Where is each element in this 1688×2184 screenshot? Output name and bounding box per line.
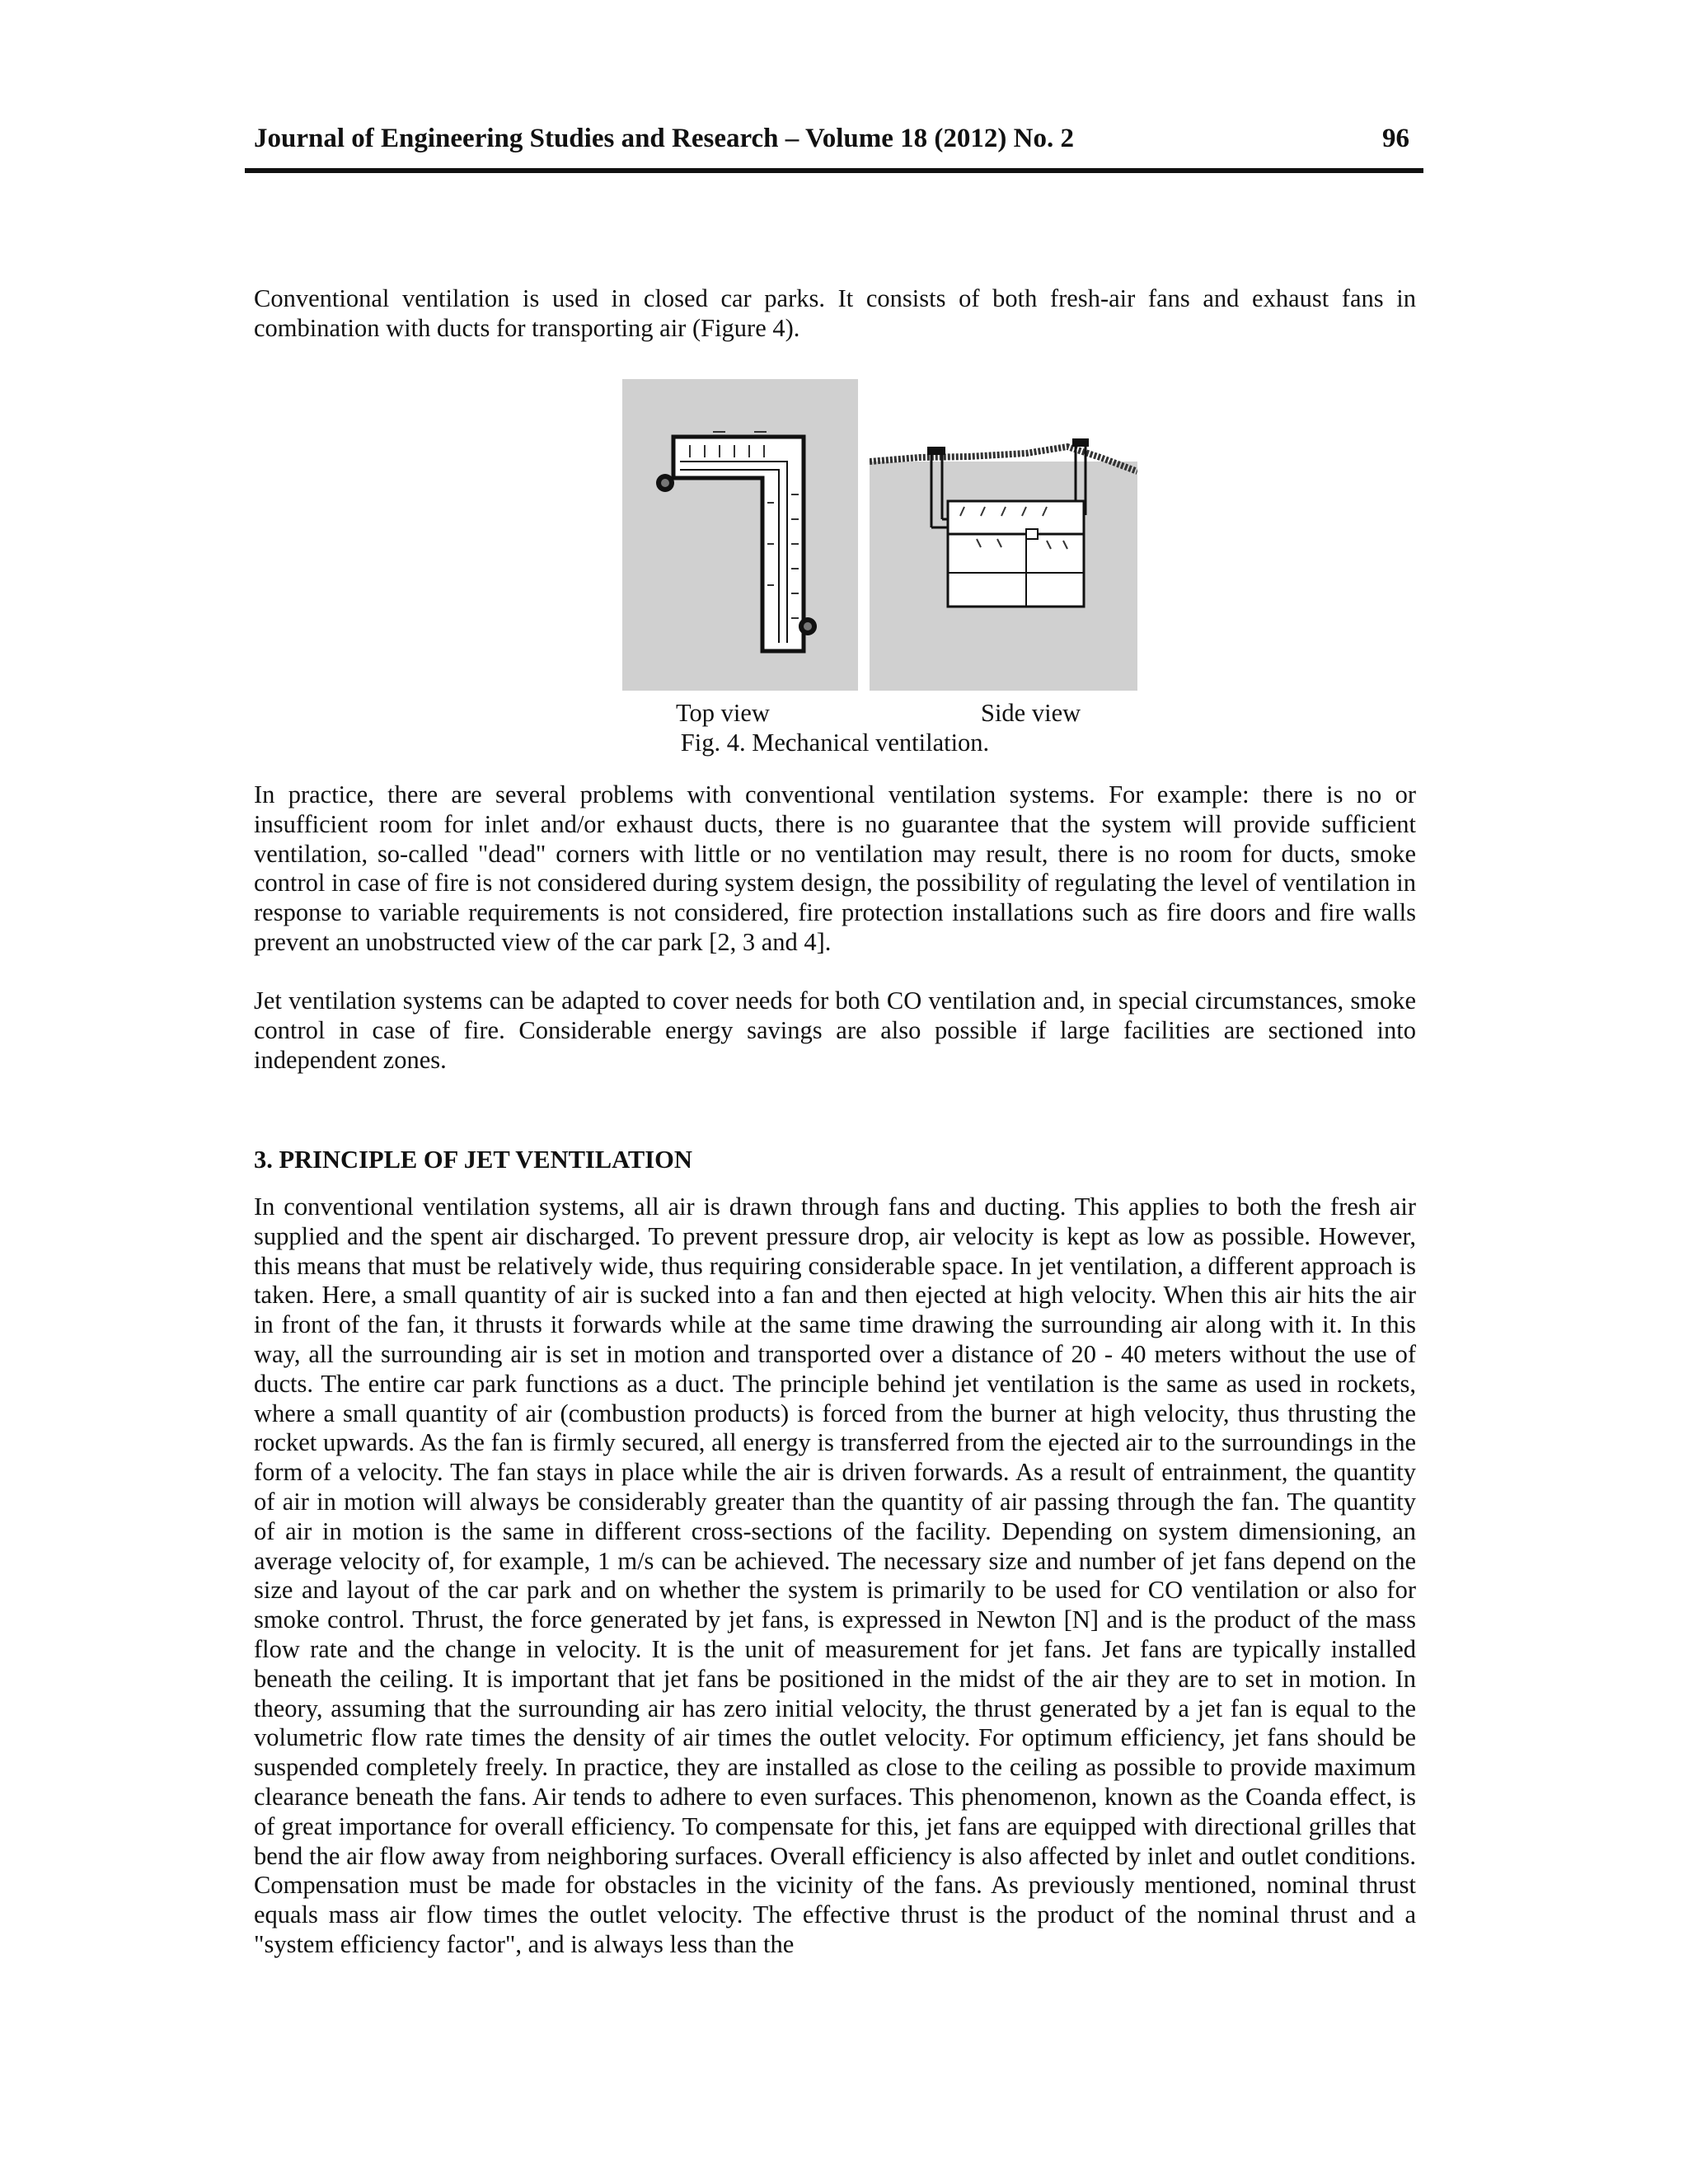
side-view-label: Side view [981, 699, 1081, 727]
journal-title: Journal of Engineering Studies and Research – Volume 18 (2012) No. 2 [254, 124, 1074, 153]
top-view-diagram [622, 379, 858, 691]
side-view-panel [870, 379, 1137, 691]
top-view-label: Top view [676, 699, 770, 727]
figure-mechanical-ventilation [622, 379, 1150, 701]
figure-view-labels [676, 699, 1104, 732]
section-heading: 3. PRINCIPLE OF JET VENTILATION [254, 1146, 692, 1174]
page-header [249, 124, 1419, 173]
paragraph-jet-systems: Jet ventilation systems can be adapted to cover needs for both CO ventilation and, in special circumstances, smoke control in case of fire. Considerable energy savings are also possible if large facilities are sectioned into independent zones. [254, 987, 1416, 1074]
paragraph-intro: Conventional ventilation is used in closed car parks. It consists of both fresh-air fans and exhaust fans in combination with ducts for transporting air (Figure 4). [254, 284, 1416, 342]
page-number: 96 [1382, 124, 1409, 153]
header-rule [245, 168, 1423, 173]
top-view-panel [622, 379, 858, 691]
paragraph-principle: In conventional ventilation systems, all air is drawn through fans and ducting. This applies to both the fresh air supplied and the spent air discharged. To prevent pressure drop, air velocity is kept as low as possible. However, this means that must be relatively wide, thus requiring considerable space. In jet ventilation, a different approach is taken. Here, a small quantity of air is sucked into a fan and then ejected at high velocity. When this air hits the air in front of the fan, it thrusts it forwards while at the same time drawing the surrounding air along with it. In this way, all the surrounding air is set in motion and transported over a distance of 20 - 40 meters without the use of ducts. The entire car park functions as a duct. The principle behind jet ventilation is the same as used in rockets, where a small quantity of air (combustion products) is forced from the burner at high velocity, thus thrusting the rocket upwards. As the fan is firmly secured, all energy is transferred from the ejected air to the surroundings in the form of a velocity. The fan stays in place while the air is driven forwards. As a result of entrainment, the quantity of air in motion will always be considerably greater than the quantity of air passing through the fan. The quantity of air in motion is the same in different cross-sections of the facility. Depending on system dimensioning, an average velocity of, for example, 1 m/s can be achieved. The necessary size and number of jet fans depend on the size and layout of the car park and on whether the system is primarily to be used for CO ventilation or also for smoke control. Thrust, the force generated by jet fans, is expressed in Newton [N] and is the product of the mass flow rate and the change in velocity. It is the unit of measurement for jet fans. Jet fans are typically installed beneath the ceiling. It is important that jet fans be positioned in the midst of the air they are to set in motion. In theory, assuming that the surrounding air has zero initial velocity, the thrust generated by a jet fan is equal to the volumetric flow rate times the density of air times the outlet velocity. For optimum efficiency, jet fans should be suspended completely freely. In practice, they are installed as close to the ceiling as possible to provide maximum clearance beneath the fans. Air tends to adhere to even surfaces. This phenomenon, known as the Coanda effect, is of great importance for overall efficiency. To compensate for this, jet fans are equipped with directional grilles that bend the air flow away from neighboring surfaces. Overall efficiency is also affected by inlet and outlet conditions. Compensation must be made for obstacles in the vicinity of the fans. As previously mentioned, nominal thrust equals mass air flow times the outlet velocity. The effective thrust is the product of the nominal thrust and a "system efficiency factor", and is always less than the [254, 1193, 1416, 1958]
figure-caption: Fig. 4. Mechanical ventilation. [680, 729, 990, 757]
paragraph-problems: In practice, there are several problems with conventional ventilation systems. For example: there is no or insufficient room for inlet and/or exhaust ducts, there is no guarantee that the system will provide sufficient ventilation, so-called "dead" corners with little or no ventilation may result, there is no room for ducts, smoke control in case of fire is not considered during system design, the possibility of regulating the level of ventilation in response to variable requirements is not considered, fire protection installations such as fire doors and fire walls prevent an unobstructed view of the car park [2, 3 and 4]. [254, 780, 1416, 956]
side-view-diagram [870, 379, 1137, 691]
